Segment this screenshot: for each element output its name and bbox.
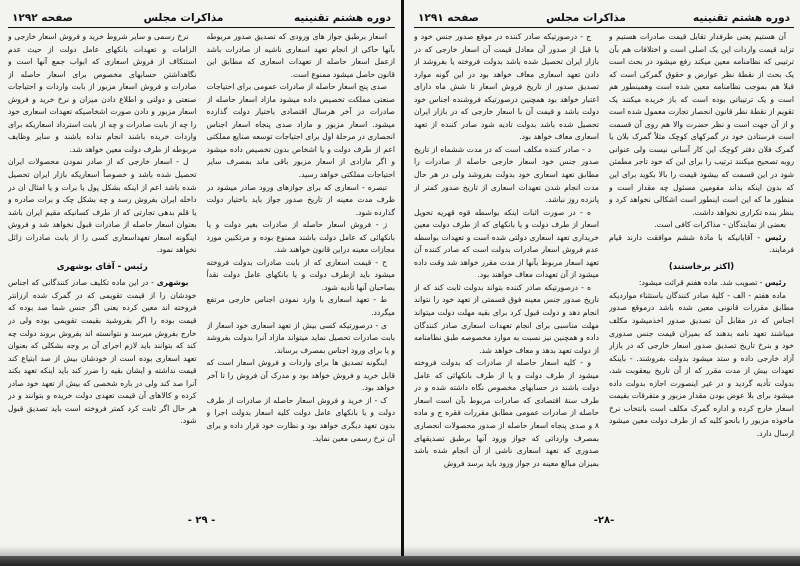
right-page-number-label: صفحه ۱۲۹۱ [418,12,479,24]
right-running-head [414,8,794,28]
right-folio: -۲۸- [593,515,615,526]
left-page-columns [8,31,395,511]
body-paragraph: ی - درصورتیکه کسی بیش از تعهد اسعاری خود اسعار از بابت صادرات تحصیل نماید میتواند مازاد آنرا بدولت بفروشد و یا برای ورود اجناس بمصرف برساند. [206,320,395,355]
left-series-label: دوره هشتم تقنینیه [294,12,391,24]
section-heading: (اکثر برخاستند) [668,261,735,272]
body-paragraph: آن هستیم یعنی طرفدار تقابل قیمت صادرات هستیم و تزاید قیمت واردات این یک اصلی است و اختلافات هم بآن ترتیبی که نظامنامه معین میکند رفع میشود در بحث است یک بحث از نقطهٔ نظر عوارض و حقوق گمرکی است که قبلا هم بموجب نظامنامه معین شده است وهمینطور هم است و یک ترتیباتی بوده است که باز خریده میکنند یک تقویم از نقطهٔ نظر قانون انحصار تجارت معمول شده است و از آن جهت است و نظر حضرت والا هم روی آن قسمت است فرستادن خود در گمرکهای کوچک مثلاً گمرک بلان یا گمرک فلان دفتر کوچک این کار آسانی نیست ولی عنوانی روبه تصحیح میکنند ترتیب را برای این که خود تاجر مطمئن شود در این قسمت که بیشود قیمت را بالا بکوید برای این که بدون اینکه بداند مقومین مسئول چه مقدار است و منظور ما که این است اینطور است اشکالی نخواهد کرد و بنظر بنده تکراری نخواهد داشت. [609,32,794,217]
body-paragraph: اینگونه تصدیق ها برای واردات و فروش اسعار است که قابل خرید و فروش خواهد بود و مدرک آن فروش را تا آخر خواهد بود. [206,358,395,393]
body-paragraph: بعضی از نمایندگان - مذاکرات کافی است. [654,220,786,230]
body-paragraph: ه - درصورتیکه صادر کننده بتواند بدولت ثابت کند که از تاریخ صدور جنس معینه فوق قسمتی از تعهد خود را نتواند انجام دهد و دولت قبول کرد برای بقیه مهلت دولت میتواند مهلت مناسبی برای انجام تعهدات اسعاری صادر کنندگان داده و همچنین نیز نسبت به موارد مخصوصه طبق نظامنامه از دولت تعهد بدهد و معاف خواهد شد. [414,282,599,355]
speaker-paragraph [609,232,794,257]
body-paragraph: نرخ رسمی و سایر شروط خرید و فروش اسعار خارجی و الزامات و تعهدات بانکهای عامل دولت از حیث عدم استنکاف از فروش اسعاری که ابواب جمع آنها است و نگاهداشتن حسابهای مخصوص برای اسعار حاصله از صادرات و فروش اسعار مزبور از بابت واردات و احتیاجات صنعتی و دولتی و اطلاع دادن میزان و نرخ خرید و فروش اسعار مزبور و دادن صورت اشخاصیکه تعهدات اسعاری خود را چه از بابت صادرات و چه از بابت استرداد اسعاریکه برای واردات خریده باشند انجام نداده باشند و سایر وظایف مربوطه از طرف دولت معین خواهد شد. [8,32,197,154]
body-paragraph: ح - قیمت اسعاری که از بابت صادرات بدولت فروخته میشود باید ازطرف دولت و یا بانکهای عامل دولت نقداً بصاحبان آنها تأدیه شود. [206,257,395,292]
body-paragraph: ط - تعهد اسعاری با وارد نمودن اجناس خارجی مرتفع میگردد. [206,295,395,318]
body-paragraph: ه - در صورت اثبات اینکه بواسطه قوه قهریه تحویل اسعار از طرف دولت و یا بانکهای که از طرف دولت معین خریداری تعهد اسعاری دولتی شده است و تعهدات بواسطه عدم فروش اسعار صادرات بدولت است که صادر کننده آن تعهد اسعار مربوط بآنها از مدت مقرر خواهد شد وقت داده میشود از آن تعهدات معاف خواهند بود. [414,207,599,280]
left-page [0,0,401,556]
right-header-title: مذاکرات مجلس [546,12,626,24]
right-page-column-right [609,31,794,511]
right-page [401,0,800,556]
right-page-column-left [414,31,599,511]
left-running-head [8,8,395,28]
speaker-text: - در این ماده تکلیف صادر کنندگانی که اجناس خودشان را از قیمت تقویمی که در گمرک شده ارزانتر فروخته اند معین کرده یعنی اگر جنس شما صد بوده که قیمت بوده را اگر بفروشید بقیمت تقویمی بوده ولی در خارج بفروش میرسد و نتوانسته اند بفروش بروند دولت چه کند که بتوانند باید لازم اجرای آن بر وجه بشکلی که بعنوان تعهد اسعاری بوده است از خودشان بیش از صد ابتیاع کند قیمت نداشته و ایشان بقیه را ضرر کند باید اینکه تعهد بکند آنرا صد کند ولی در باره شخصی که بیش از تعهد خود صادر کرده و کالاهای آن قیمت تعهدی دولت خریده و بتوانند و در هر حال اگر ثابت کرد کمتر فروخته است باید تصدیق قبول شود. [8,278,197,426]
body-paragraph: صدی پنج اسعار حاصله از صادرات عمومی برای احتیاجات صنعتی مملکت تخصیص داده میشود مازاد اسعار حاصله از صادرات در آخر هرسال اقتصادی باختیار دولت گذارده میشود. اسعار مزبور و مازاد صدی پنجاه اسعار اجناس انحصاری در مرحلهٔ اول برای احتیاجات توسعه صنایع مملکتی اعم از طرف دولت و یا اشخاص بدون تخصیص داده میشود و اگر مازادی از اسعار مزبور باقی ماند بمصرف سایر احتیاجات مملکتی خواهد رسید. [206,82,395,180]
scan-bottom-edge [0,556,800,566]
body-paragraph: ماده هفتم - الف - کلیهٔ صادر کنندگان باستثناء مواردیکه مطابق مقررات قانونی معین شده باشد درموقع صدور اجناس که در مقابل آن تصدیق صدور اخذمیشود مکلف میباشند تعهد نامه بدهند که بمیزان قیمت جنس صدوری خود و بنرخ تاریخ تصدیق صدور اسعار خارجی که در بازار آزاد خارجی داده و ستد میشود بدولت بفروشند. - باینکه تعهدات بیش از مدت مقرر که از آن تاریخ بیعقوبت شد، بدولت تأدیه گردید و در غیر اینصورت اجازه بدولت داده میشود برای بلا عوض بودن مقدار مزبور و متفرقات بقیمت اسعار خارج کرده و اداره گمرک مکلف است بانتخاب نرخ ماخوذه مزبور را بانحو کلیه که از طرف دولت معین میشود ارسال دارد. [609,290,794,438]
right-page-columns [414,31,794,511]
left-page-number-label: صفحه ۱۲۹۲ [12,12,73,24]
speaker-text: - تصویب شد. ماده هفتم قرائت میشود: [638,278,765,288]
left-page-column-left [8,31,197,511]
body-paragraph: اسعار برطبق جواز های ورودی که تصدیق صدور مربوطه بآنها حاکی از انجام تعهد اسعاری ناشیه از صادرات باشد ازعمل اسعار حاصله از تعهدات اسعاری که مطابق این قانون حاصل میشود ممنوع است. [206,32,395,79]
speaker-text: - آقایانیکه با مادهٔ ششم موافقت دارند قیام فرمایند. [609,232,794,255]
body-paragraph: ک - از خرید و فروش اسعار حاصله از صادرات از طرف دولت و یا بانکهای عامل دولت کلیه اسعار بدولت اجرا و بدون تعهد دیگری خواهد بود و نظارت خود قرار داده و برای آن نرخ رسمی معین نماید. [206,395,395,443]
body-paragraph: د - صادر کننده مکلف است که در مدت ششماه از تاریخ صدور جنس خود اسعار خارجی حاصله از صادرات را مطابق تعهد اسعاری خود بدولت بفروشد ولی در هر حال مدت انجام شدن تعهدات اسعاری از تاریخ صدور کمتر از پانزده روز نباشد. [414,144,599,205]
left-folio: - ۲۹ - [187,515,216,526]
speaker-name: رئیس [764,232,786,242]
speaker-paragraph [609,277,794,290]
left-header-title: مذاکرات مجلس [143,12,224,24]
speaker-name: بوشهری [156,278,189,288]
body-paragraph: ج - درصورتیکه صادر کننده در موقع صدور جنس خود و یا قبل از صدور آن معادل قیمت آن اسعار خارجی که در بازار ایران تحصیل شده باشد بدولت فروخته یا بفروشد از دادن تعهد اسعاری معاف خواهد بود در این گونه موارد تصدیق صدور از تاریخ فروش اسعار تا شش ماه دارای اعتبار خواهد بود همچنین درصورتیکه فروشنده اجناس خود دولت باشد و قیمت آن با اسعار خارجی که در بازار ایران تحصیل شده باشد بدولت تادیه شود صادر کننده از تعهد اسعاری معاف خواهد بود. [414,32,599,142]
body-paragraph: ل - اسعار خارجی که از صادر نمودن محصولات ایران تحصیل شده باشد و خصوصاً اسعاریکه بازار ایران تحصیل شده باشد اعم از اینکه بشکل پول یا برات و یا امثال ان در داخله ایران بفروش رسد و چه بشکل چک و برات صادره و یا قلم بدهی تجارتی که از طرف کسانیکه مقیم ایران باشد بعنوان اسعار حاصله از صادرات قبول نخواهد شد و فروش اینگونه اسعار تعهداسعاری کسی را از بابت صادرات زائل نخواهد نمود. [8,157,197,255]
right-series-label: دوره هشتم تقنینیه [693,12,790,24]
left-page-column-right [207,31,396,511]
speaker-name: رئیس [764,278,786,288]
body-paragraph: تبصره - اسعاری که برای جوازهای ورود صادر میشود در ظرف مدت معینه از تاریخ صدور جواز باید باختیار دولت گذارده شود. [206,182,395,217]
speaker-paragraph [8,277,197,428]
section-heading: رئیس - آقای بوشهری [56,261,148,272]
body-paragraph: و - کلیه اسعار حاصله از صادرات که بدولت فروخته میشود از طرف دولت و یا از طرف بانکهائی که عامل دولت باشند در حسابهای مخصوص نگاه داشته شده و در طرف سنهٔ اقتصادی که صادرات مربوط بآن است اسعار حاصله از صادرات عمومی مطابق مقررات فقره ج و ماده ۸ و صدی پنجاه اسعار حاصله از صدور محصولات انحصاری بمصرف وارداتی که جواز ورود آنها برطبق تصدیقهای صدوری که تعهد اسعاری ناشی از آن انجام شده باشد بمیزان مبالغ معینه در جواز ورود باید برسد فروش [414,358,599,468]
body-paragraph: ز - فروش اسعار حاصله از صادرات بغیر دولت و یا بانکهائی که عامل دولت باشند ممنوع بوده و مرتکبین مورد مجازات معینه دراین قانون خواهند شد. [206,220,395,255]
